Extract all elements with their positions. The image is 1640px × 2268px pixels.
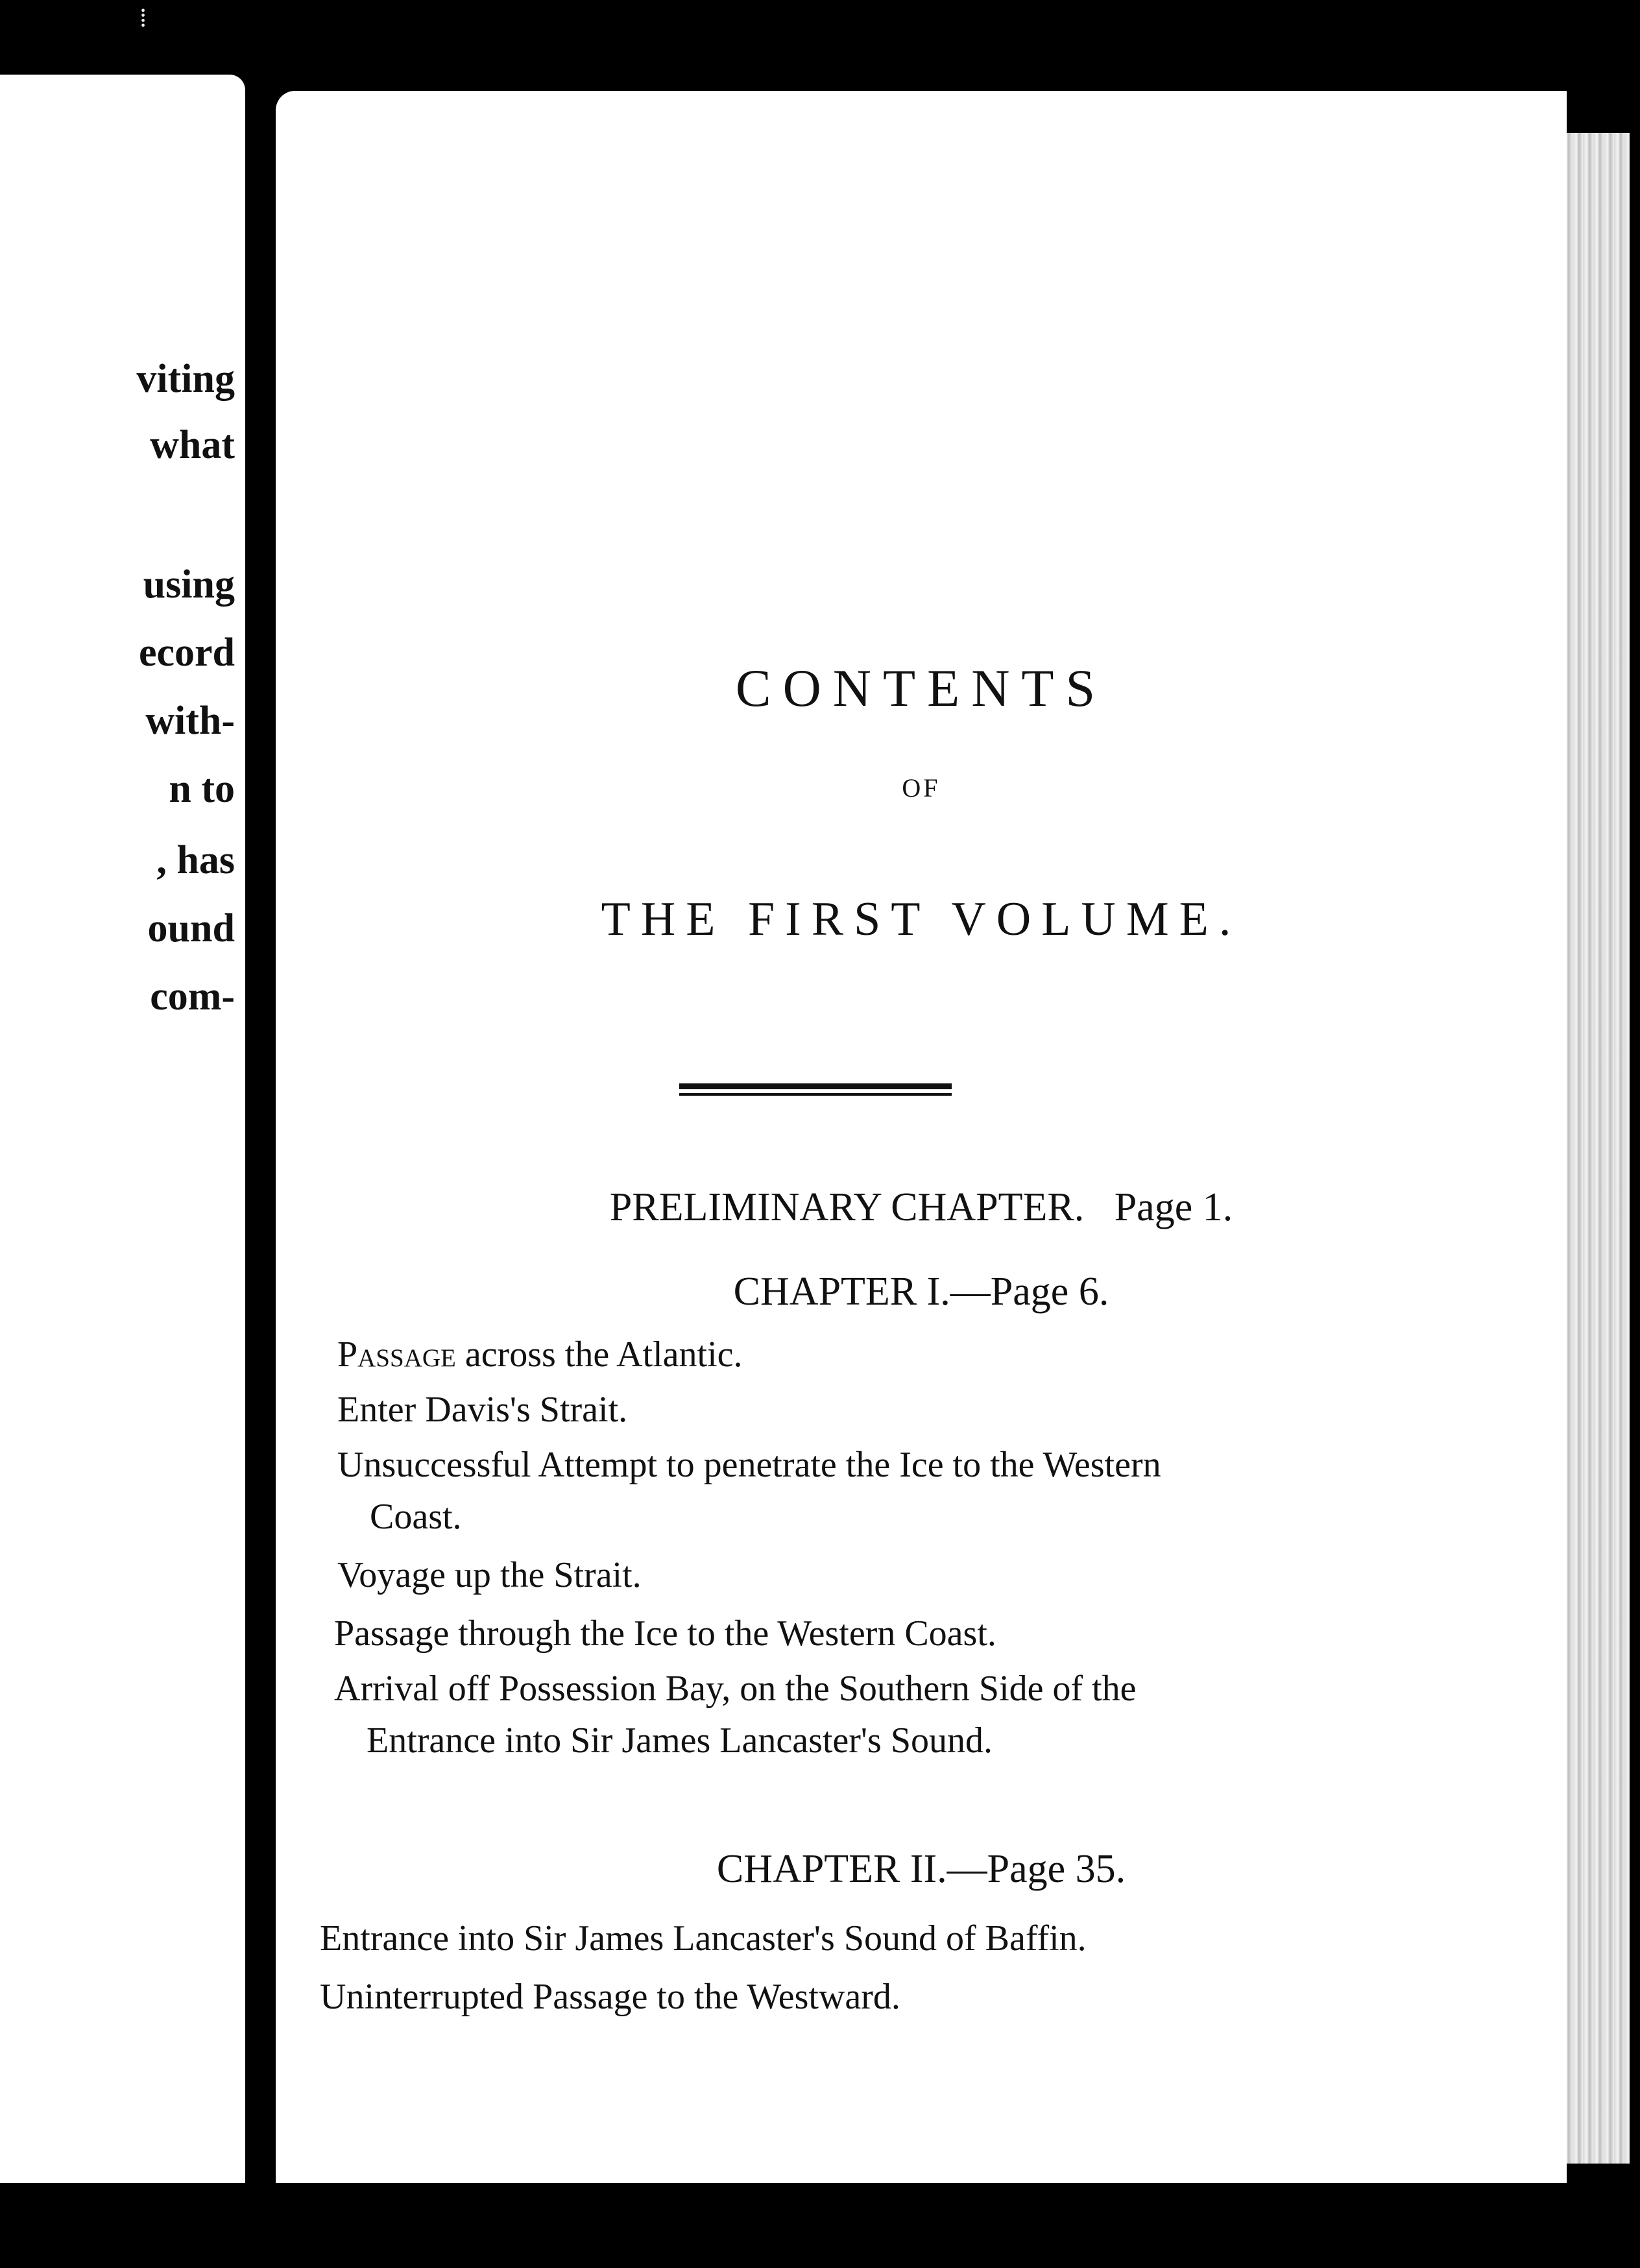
left-page-line: n to — [169, 767, 235, 811]
left-page-line: , has — [156, 838, 235, 882]
left-page-line: viting — [136, 357, 235, 401]
left-page-line: using — [143, 562, 235, 607]
chapter-1-entry: Unsuccessful Attempt to penetrate the Ice to the Western — [337, 1445, 1161, 1485]
chapter-1-entry: Arrival off Possession Bay, on the Southern Side of the — [334, 1669, 1137, 1709]
chapter-1-entry-continuation: Entrance into Sir James Lancaster's Sound. — [367, 1720, 993, 1761]
left-page-line: com- — [150, 974, 235, 1019]
chapter-1-entry: Enter Davis's Strait. — [337, 1390, 628, 1430]
double-rule-divider — [679, 1083, 952, 1096]
chapter-2-entry: Entrance into Sir James Lancaster's Sound of Baffin. — [320, 1918, 1087, 1959]
left-page-line: ound — [147, 906, 235, 950]
chapter-1-entry: Passage through the Ice to the Western Coast. — [334, 1613, 996, 1654]
chapter-2-heading: CHAPTER II.—Page 35. — [716, 1847, 1126, 1891]
left-page-line: ecord — [138, 631, 235, 675]
volume-title: THE FIRST VOLUME. — [601, 893, 1242, 946]
contents-title: CONTENTS — [735, 658, 1107, 718]
chapter-1-entry-continuation: Coast. — [370, 1497, 462, 1537]
left-page-line: with- — [145, 699, 235, 743]
chapter-1-heading: CHAPTER I.—Page 6. — [733, 1270, 1109, 1314]
contents-of: OF — [902, 773, 941, 802]
preliminary-label: PRELIMINARY CHAPTER. — [609, 1185, 1085, 1229]
chapter-1-entry: Passage across the Atlantic. — [337, 1334, 743, 1375]
scan-corner-mark: ⁞ — [139, 3, 147, 32]
preliminary-page: Page 1. — [1114, 1185, 1233, 1229]
chapter-1-entry: Voyage up the Strait. — [337, 1555, 642, 1595]
left-page-line: what — [150, 423, 235, 467]
preliminary-chapter-heading — [276, 1187, 1567, 1227]
left-facing-page — [0, 75, 245, 2183]
chapter-2-entry: Uninterrupted Passage to the Westward. — [320, 1977, 900, 2017]
contents-page — [276, 91, 1567, 2183]
